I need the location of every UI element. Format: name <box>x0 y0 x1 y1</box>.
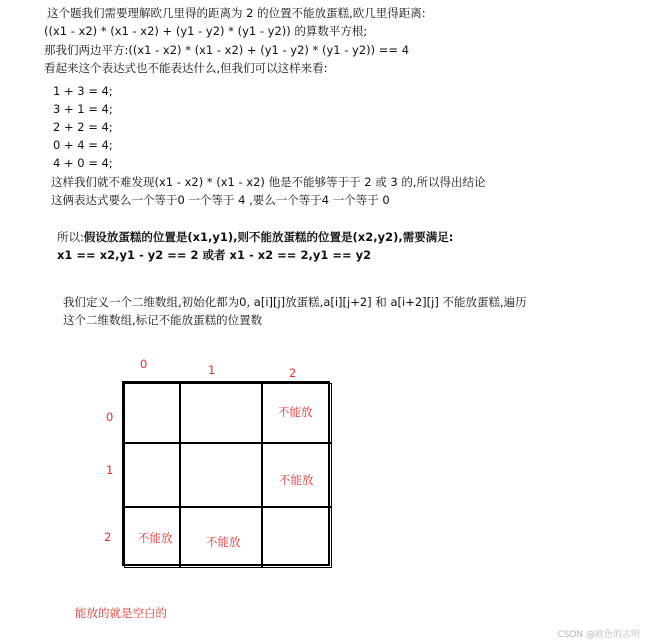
conclusion-prefix: 所以: <box>57 230 84 244</box>
equation-3: 2 + 2 = 4; <box>53 120 113 134</box>
text-line-6: 这俩表达式要么一个等于0 一个等于 4 ,要么一个等于4 一个等于 0 <box>51 193 390 207</box>
text-line-4: 看起来这个表达式也不能表达什么,但我们可以这样来看: <box>44 61 328 75</box>
grid-cell-1-1 <box>180 443 262 507</box>
grid-cell-2-0 <box>124 507 180 568</box>
text-line-1: 这个题我们需要理解欧几里得的距离为 2 的位置不能放蛋糕,欧几里得距离: <box>47 6 426 20</box>
row-label-0: 0 <box>106 410 114 424</box>
conclusion-line <box>57 230 453 244</box>
definition-line-1: 我们定义一个二维数组,初始化都为0, a[i][j]放蛋糕,a[i][j+2] 和 a[i+2][j] 不能放蛋糕,遍历 <box>63 295 527 309</box>
row-label-1: 1 <box>106 463 114 477</box>
equation-5: 4 + 0 = 4; <box>53 156 113 170</box>
grid-cell-2-1 <box>180 507 262 568</box>
equation-1: 1 + 3 = 4; <box>53 84 113 98</box>
watermark: CSDN @欧色的志明 <box>557 630 640 640</box>
grid-cell-0-1 <box>180 383 262 443</box>
col-label-1: 1 <box>208 363 216 377</box>
blocked-label: 不能放 <box>278 405 313 419</box>
condition-line: x1 == x2,y1 - y2 == 2 或者 x1 - x2 == 2,y1 == y2 <box>57 248 372 262</box>
blocked-label: 不能放 <box>138 531 173 545</box>
footer-note: 能放的就是空白的 <box>75 606 167 620</box>
col-label-0: 0 <box>140 357 148 371</box>
conclusion-bold: 假设放蛋糕的位置是(x1,y1),则不能放蛋糕的位置是(x2,y2),需要满足: <box>83 230 454 244</box>
grid-cell-2-2 <box>262 507 332 568</box>
text-line-3: 那我们两边平方:((x1 - x2) * (x1 - x2) + (y1 - y2) * (y1 - y2)) == 4 <box>44 43 410 57</box>
blocked-label: 不能放 <box>279 473 314 487</box>
blocked-label: 不能放 <box>206 535 241 549</box>
text-line-5: 这样我们就不难发现(x1 - x2) * (x1 - x2) 他是不能够等于于 2 或 3 的,所以得出结论 <box>51 175 486 189</box>
col-label-2: 2 <box>289 366 297 380</box>
equation-4: 0 + 4 = 4; <box>53 138 113 152</box>
definition-line-2: 这个二维数组,标记不能放蛋糕的位置数 <box>63 313 263 327</box>
equation-2: 3 + 1 = 4; <box>53 102 113 116</box>
text-line-2: ((x1 - x2) * (x1 - x2) + (y1 - y2) * (y1 - y2)) 的算数平方根; <box>44 24 368 38</box>
grid-table <box>122 381 330 566</box>
grid-cell-0-2 <box>262 383 332 443</box>
grid-cell-1-0 <box>124 443 180 507</box>
row-label-2: 2 <box>104 530 112 544</box>
grid-cell-0-0 <box>124 383 180 443</box>
grid-cell-1-2 <box>262 443 332 507</box>
